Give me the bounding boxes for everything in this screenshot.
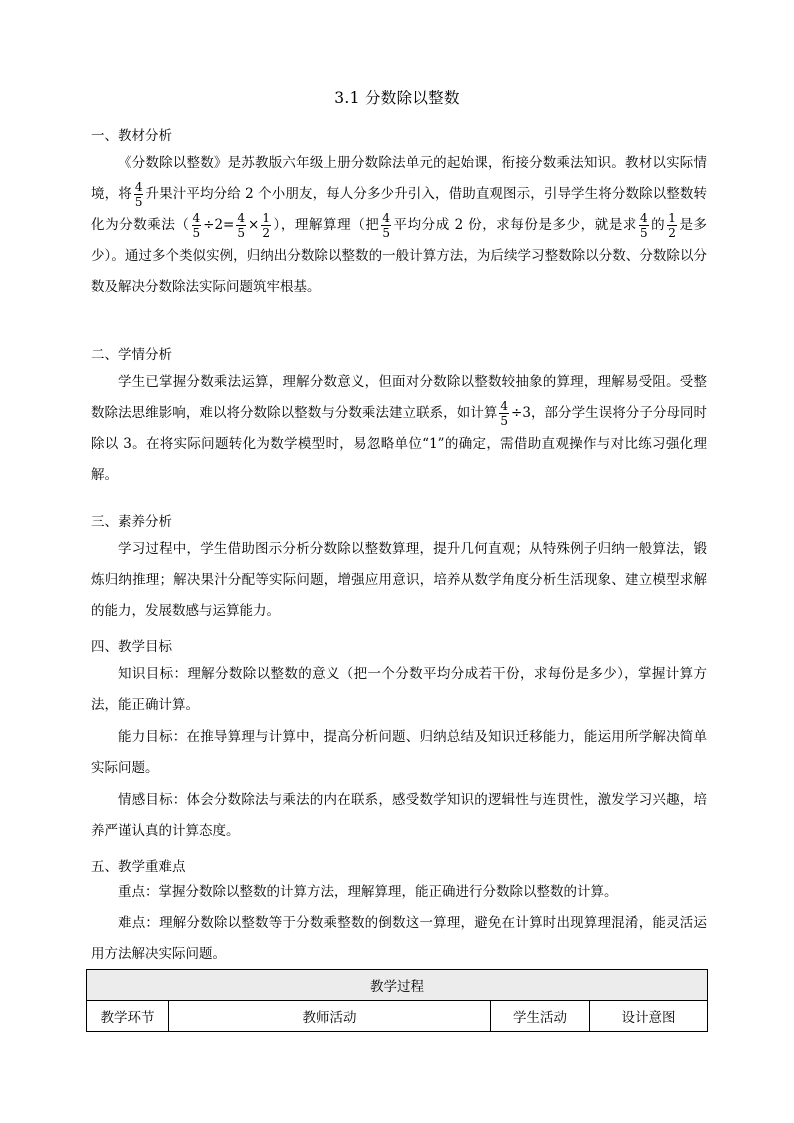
text-segment: × (248, 217, 260, 233)
document-title: 3.1 分数除以整数 (334, 89, 460, 107)
paragraph-knowledge-goal: 知识目标：理解分数除以整数的意义（把一个分数平均分成若干份，求每份是多少），掌握计算方法，能正确计算。 (91, 666, 707, 713)
section-heading-textbook-analysis: 一、教材分析 (91, 128, 172, 144)
paragraph-difficult-point: 难点：理解分数除以整数等于分数乘整数的倒数这一算理，避免在计算时出现算理混淆，能灵活运用方法解决实际问题。 (91, 915, 707, 962)
paragraph-emotion-goal: 情感目标：体会分数除法与乘法的内在联系，感受数学知识的逻辑性与连贯性，激发学习兴趣，培养严谨认真的计算态度。 (91, 792, 707, 839)
paragraph-competency-analysis: 学习过程中，学生借助图示分析分数除以整数算理，提升几何直观；从特殊例子归纳一般算法，锻炼归纳推理；解决果汁分配等实际问题，增强应用意识，培养从数学角度分析生活现象、建立模型求解的能力，发展数感与运算能力。 (91, 541, 707, 619)
fraction (261, 211, 271, 240)
fraction-numerator: 1 (668, 211, 676, 225)
fraction (381, 211, 391, 240)
fraction-denominator: 5 (237, 226, 245, 240)
fraction-denominator: 5 (639, 226, 648, 240)
paragraph-key-point: 重点：掌握分数除以整数的计算方法，理解算理，能正确进行分数除以整数的计算。 (118, 884, 618, 900)
fraction-numerator: 4 (382, 211, 390, 225)
text-segment: 是多少）。通过多个类似实例，归纳出分数除以整数的一般计算方法，为后续学习整数除以分数、分数除以分数及解决分数除法实际问题筑牢根基。 (91, 217, 708, 295)
paragraph-ability-goal: 能力目标：在推导算理与计算中，提高分析问题、归纳总结及知识迁移能力，能运用所学解决简单实际问题。 (91, 729, 707, 776)
table-header-row (87, 970, 708, 1001)
fraction-denominator: 5 (500, 414, 509, 428)
paragraph-textbook-analysis (91, 148, 707, 303)
fraction (236, 211, 246, 240)
text-segment: 的 (650, 217, 666, 233)
section-heading-competency-analysis: 三、素养分析 (91, 514, 172, 530)
table-header-cell: 教学过程 (87, 970, 708, 1001)
section-heading-learner-analysis: 二、学情分析 (91, 347, 172, 363)
fraction (667, 211, 677, 240)
fraction-numerator: 4 (192, 211, 201, 225)
fraction-denominator: 5 (134, 195, 143, 209)
fraction-numerator: 4 (134, 180, 143, 194)
text-segment: 学生已掌握分数乘法运算，理解分数意义，但面对分数除以整数较抽象的算理，理解易受阻。受整数除法思维影响，难以将分数除以整数与分数乘法建立联系，如计算 (91, 374, 707, 421)
text-segment: ÷3，部分学生误将分子分母同时除以 3。在将实际问题转化为数学模型时，易忽略单位“1”的确定，需借助直观操作与对比练习强化理解。 (91, 405, 708, 483)
section-heading-teaching-goals: 四、教学目标 (91, 639, 172, 655)
text-segment: 《分数除以整数》是苏教版六年级上册分数除法单元的起始课，衔接分数乘法知识。教材以实际情境，将 (91, 155, 707, 202)
table-column-row (87, 1001, 708, 1032)
section-heading-key-difficult-points: 五、教学重难点 (91, 859, 186, 875)
paragraph-learner-analysis (91, 367, 707, 491)
text-segment: 平均分成 2 份，求每份是多少，就是求 (392, 217, 637, 233)
fraction-numerator: 4 (237, 211, 245, 225)
fraction-denominator: 2 (668, 226, 676, 240)
fraction-denominator: 5 (192, 226, 201, 240)
fraction-numerator: 4 (500, 399, 509, 413)
fraction-denominator: 5 (382, 226, 390, 240)
text-segment: 升果汁平均分给 2 个小朋友，每人分多少升引入，借助直观图示，引导学生将分数除以整数转化为分数乘法（ (91, 186, 707, 233)
fraction (499, 399, 509, 428)
column-student-activity: 学生活动 (491, 1001, 590, 1032)
text-segment: ），理解算理（把 (272, 217, 380, 233)
fraction (639, 211, 649, 240)
fraction-numerator: 4 (639, 211, 648, 225)
text-segment: ÷2= (203, 217, 235, 233)
teaching-process-table (86, 969, 708, 1032)
column-teaching-stage: 教学环节 (87, 1001, 169, 1032)
fraction (192, 211, 202, 240)
column-teacher-activity: 教师活动 (169, 1001, 491, 1032)
fraction (134, 180, 144, 209)
fraction-numerator: 1 (262, 211, 270, 225)
column-design-intent: 设计意图 (590, 1001, 708, 1032)
fraction-denominator: 2 (262, 226, 270, 240)
